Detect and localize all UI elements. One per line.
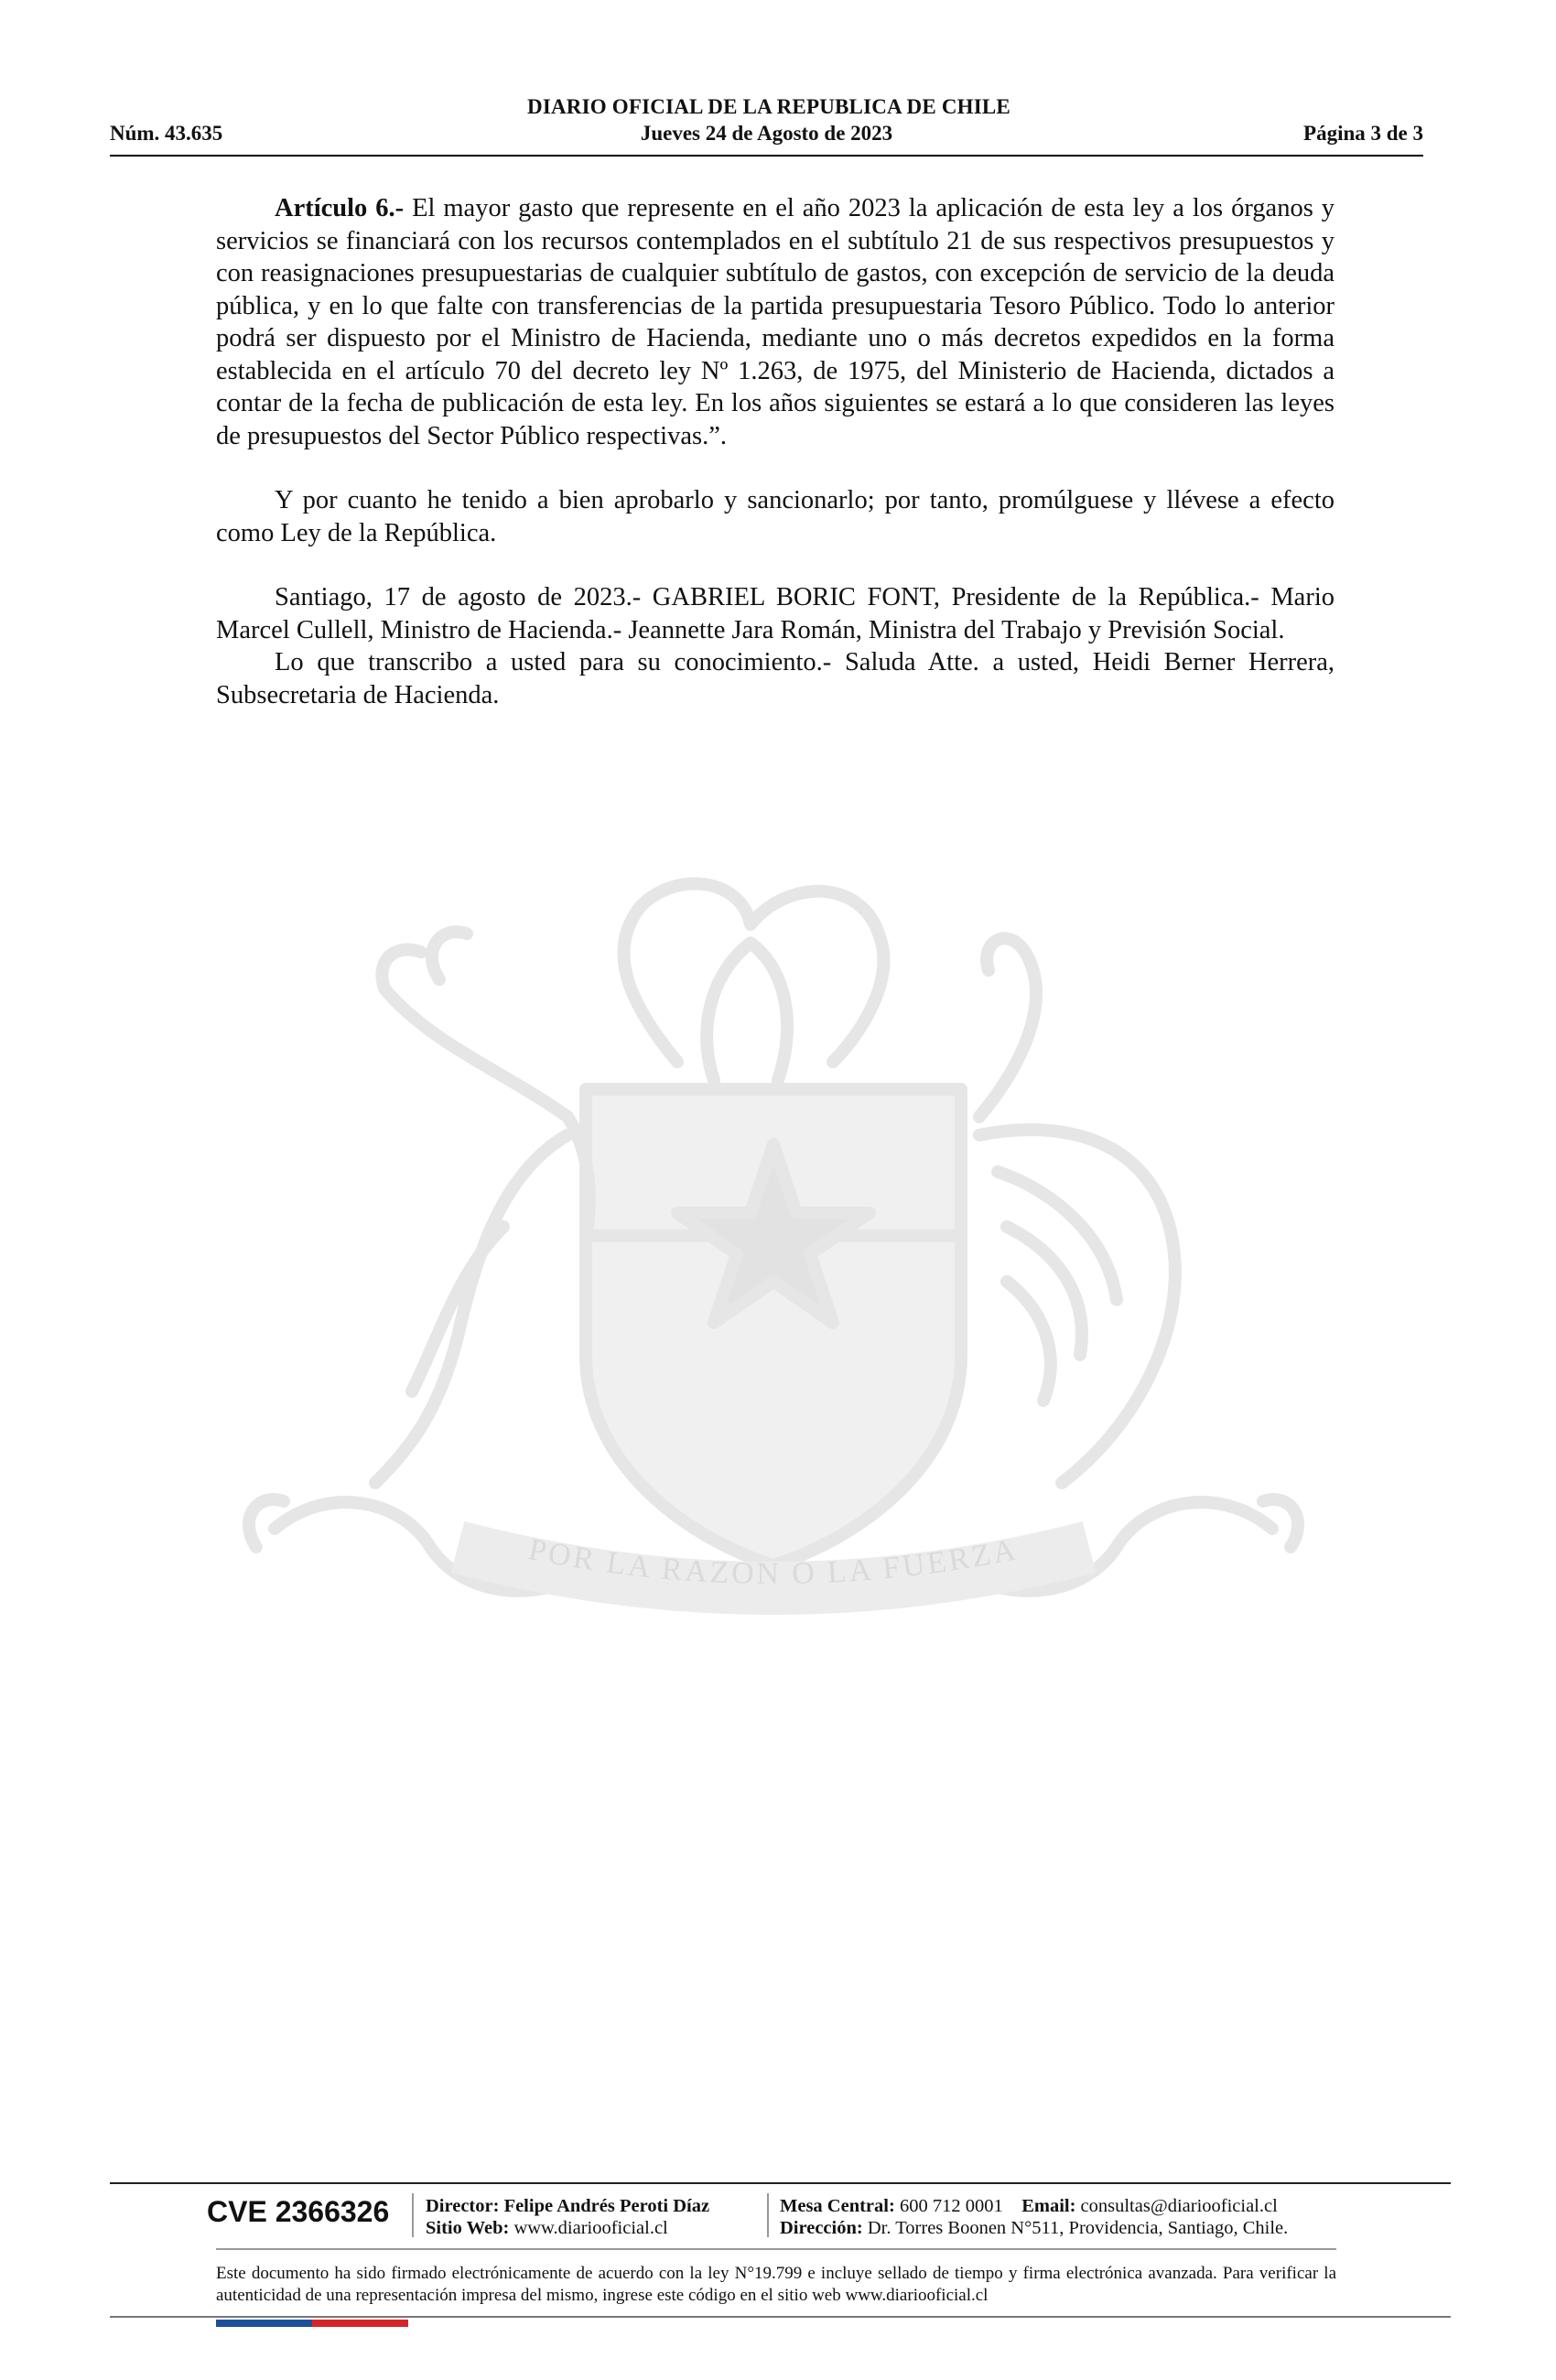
mesa-phone: 600 712 0001 (899, 2196, 1003, 2216)
footer-top-divider (110, 2182, 1451, 2184)
footer-editorial-info (426, 2195, 709, 2239)
director-label: Director: (426, 2196, 500, 2216)
promulgation-paragraph: Y por cuanto he tenido a bien aprobarlo y sancionarlo; por tanto, promúlguese y llévese a efecto como Ley de la República. (216, 486, 1334, 547)
footer-middle-divider (216, 2248, 1336, 2250)
director-name: Felipe Andrés Peroti Díaz (503, 2196, 710, 2216)
stripe-segment (216, 2320, 265, 2327)
header-divider (110, 155, 1423, 157)
email-label: Email: (1021, 2196, 1076, 2216)
article-label: Artículo 6.- (275, 194, 405, 222)
signatures-paragraph: Santiago, 17 de agosto de 2023.- GABRIEL BORIC FONT, Presidente de la República.- Mario Marcel Cullell, Ministro de Hacienda.- Jeannette Jara Román, Ministra del Trabajo y Previsión Social. (216, 583, 1334, 644)
newspaper-title: DIARIO OFICIAL DE LA REPUBLICA DE CHILE (527, 95, 1010, 118)
issue-number: Núm. 43.635 (110, 122, 223, 145)
document-body (216, 192, 1334, 711)
cve-code: CVE 2366326 (207, 2195, 390, 2228)
website-label: Sitio Web: (426, 2218, 510, 2238)
stripe-segment (265, 2320, 313, 2327)
motto-text: POR LA RAZON O LA FUERZA (525, 1532, 1021, 1592)
issue-date: Jueves 24 de Agosto de 2023 (640, 122, 893, 145)
stripe-segment (361, 2320, 409, 2327)
footer-contact-info (780, 2195, 1288, 2239)
address-value: Dr. Torres Boonen N°511, Providencia, Santiago, Chile. (867, 2218, 1289, 2238)
email-link[interactable]: consultas@diariooficial.cl (1080, 2196, 1278, 2216)
flag-color-stripe (216, 2320, 408, 2327)
transcription-paragraph: Lo que transcribo a usted para su conocimiento.- Saluda Atte. a usted, Heidi Berner Herrera, Subsecretaria de Hacienda. (216, 648, 1334, 709)
electronic-signature-note: Este documento ha sido firmado electrónicamente de acuerdo con la ley N°19.799 e incluye sellado de tiempo y firma electrónica avanzada. Para verificar la autenticidad de una representación impresa del mismo, ingrese este código en el sitio web www.diariooficial.cl (216, 2264, 1336, 2305)
footer-separator (767, 2193, 769, 2237)
coat-of-arms-watermark (201, 842, 1345, 1666)
stripe-segment (312, 2320, 361, 2327)
footer-bottom-divider (110, 2316, 1451, 2318)
page-indicator: Página 3 de 3 (1303, 122, 1423, 145)
address-label: Dirección: (780, 2218, 863, 2238)
website-link[interactable]: www.diariooficial.cl (513, 2218, 668, 2238)
header-row (110, 122, 1423, 151)
article-text: El mayor gasto que represente en el año 2023 la aplicación de esta ley a los órganos y servicios se financiará con los recursos contemplados en el subtítulo 21 de sus respectivos presupuestos y con reasignaciones presupuestarias de cualquier subtítulo de gastos, con excepción de servicio de la deuda pública, y en lo que falte con transferencias de la partida presupuestaria Tesoro Público. Todo lo anterior podrá ser dispuesto por el Ministro de Hacienda, mediante uno o más decretos expedidos en la forma establecida en el artículo 70 del decreto ley Nº 1.263, de 1975, del Ministerio de Hacienda, dictados a contar de la fecha de publicación de esta ley. En los años siguientes se estará a lo que consideren las leyes de presupuestos del Sector Público respectivas.”. (216, 194, 1334, 450)
footer-separator (412, 2193, 414, 2237)
article-6-paragraph (216, 192, 1334, 452)
mesa-label: Mesa Central: (780, 2196, 895, 2216)
